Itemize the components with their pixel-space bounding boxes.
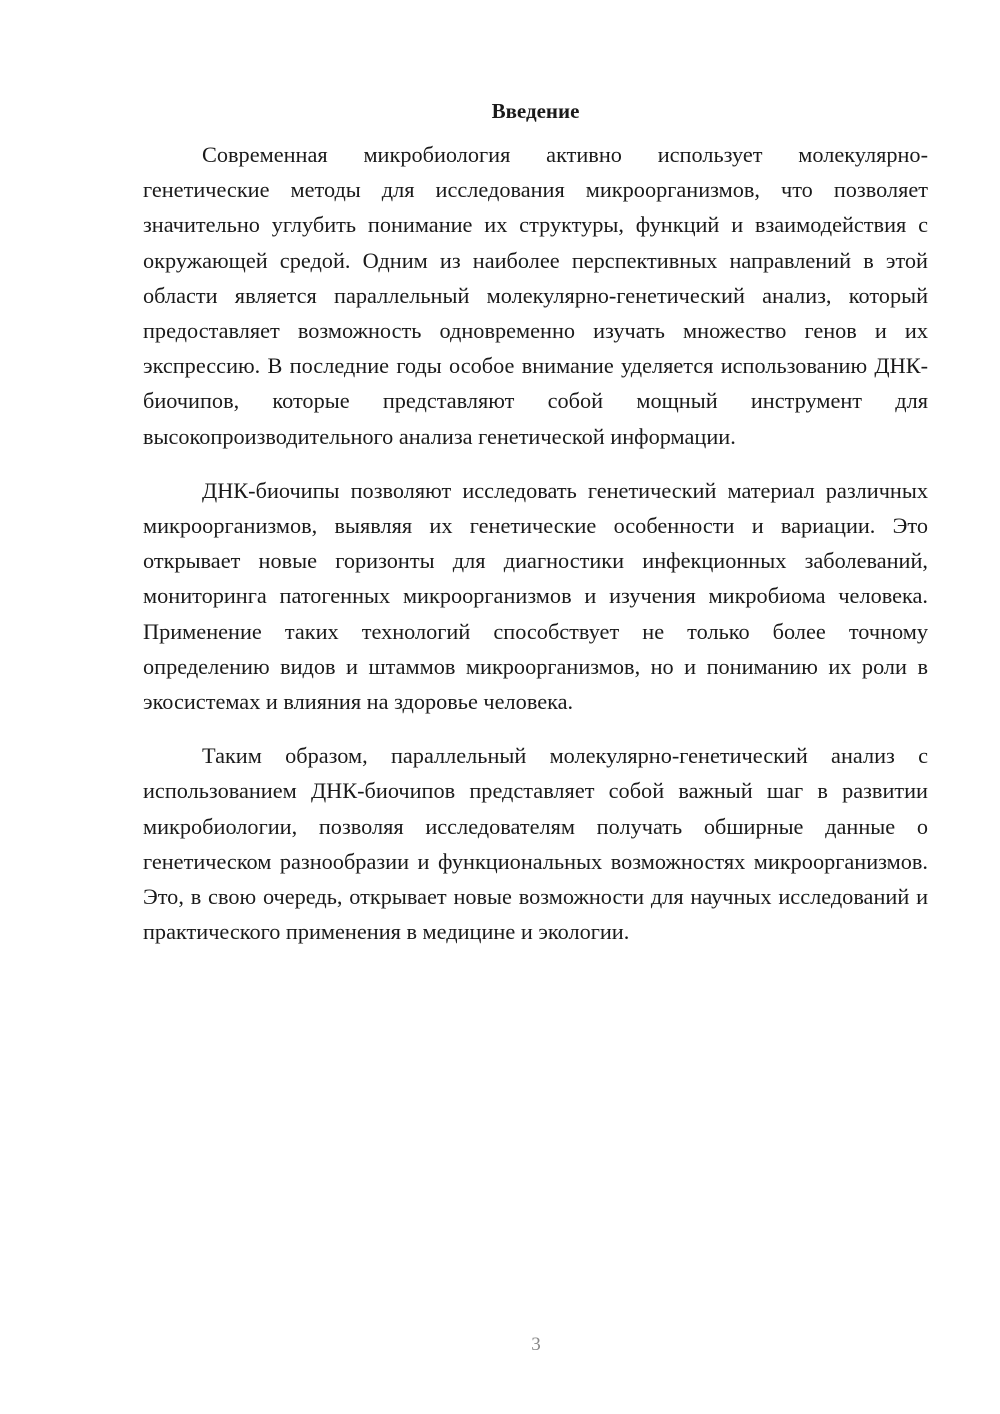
paragraph-1: Современная микробиология активно использует молекулярно-генетические методы для исследования микроорганизмов, что позволяет значительно углубить понимание их структуры, функций и взаимодействия с окружающей средой. Одним из наиболее перспективных направлений в этой области является параллельный молекулярно-генетический анализ, который предоставляет возможность одновременно изучать множество генов и их экспрессию. В последние годы особое внимание уделяется использованию ДНК-биочипов, которые представляют собой мощный инструмент для высокопроизводительного анализа генетической информации. <box>143 142 928 449</box>
paragraph-2: ДНК-биочипы позволяют исследовать генетический материал различных микроорганизмов, выявляя их генетические особенности и вариации. Это открывает новые горизонты для диагностики инфекционных заболеваний, мониторинга патогенных микроорганизмов и изучения микробиома человека. Применение таких технологий способствует не только более точному определению видов и штаммов микроорганизмов, но и пониманию их роли в экосистемах и влияния на здоровье человека. <box>143 477 928 715</box>
paragraph-3: Таким образом, параллельный молекулярно-генетический анализ с использованием ДНК-биочипов представляет собой важный шаг в развитии микробиологии, позволяя исследователям получать обширные данные о генетическом разнообразии и функциональных возможностях микроорганизмов. Это, в свою очередь, открывает новые возможности для научных исследований и практического применения в медицине и экологии. <box>143 743 928 945</box>
page-content <box>143 95 928 968</box>
page-number: 3 <box>531 1334 541 1355</box>
section-heading: Введение <box>491 99 580 123</box>
